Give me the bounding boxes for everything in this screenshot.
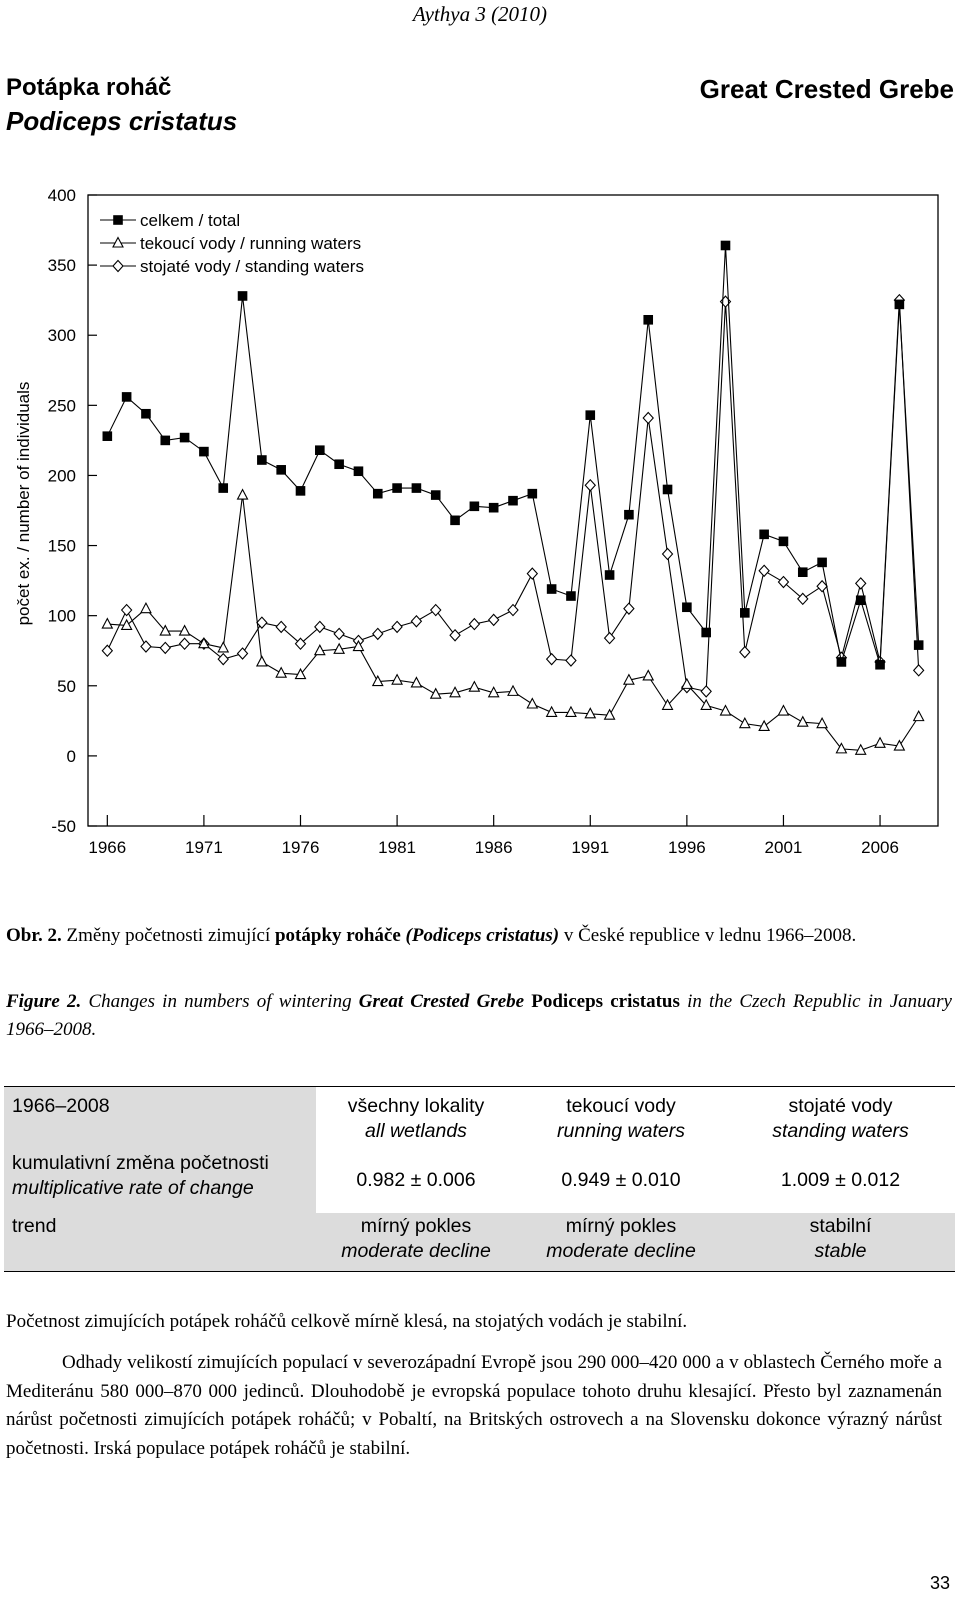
page-number: 33 [929, 1573, 950, 1593]
data-point-square [721, 241, 731, 251]
trend-table [4, 1086, 955, 1272]
y-tick-label: 400 [47, 186, 76, 205]
data-point-diamond [663, 548, 673, 559]
data-point-square [276, 465, 286, 475]
trend-all-en: moderate decline [341, 1240, 491, 1262]
data-point-square [218, 483, 228, 493]
data-point-triangle [547, 707, 557, 717]
data-point-square [663, 485, 673, 495]
data-point-square [740, 608, 750, 618]
data-point-square [817, 558, 827, 568]
y-tick-label: 200 [47, 466, 76, 486]
population-chart [0, 178, 960, 878]
x-tick-label: 1996 [667, 838, 706, 857]
data-point-square [122, 392, 132, 402]
trend-standing-cz: stabilní [809, 1215, 872, 1237]
caption-cz-label: Obr. 2. [6, 925, 62, 946]
data-point-triangle [392, 675, 402, 685]
data-point-square [759, 530, 769, 540]
data-point-diamond [296, 638, 306, 649]
col-all-cz: všechny lokality [347, 1095, 485, 1117]
data-point-diamond [238, 648, 248, 659]
plot-frame [88, 195, 938, 826]
data-point-square [856, 595, 866, 605]
trend-running-cz: mírný pokles [565, 1215, 677, 1237]
data-point-square [412, 483, 422, 493]
caption-en-label: Figure 2. [6, 991, 82, 1012]
data-point-square [914, 640, 924, 650]
data-point-diamond [701, 686, 711, 697]
series-line-triangle [107, 495, 918, 750]
data-point-diamond [218, 654, 228, 665]
table-rate-row [4, 1147, 955, 1213]
data-point-square [643, 315, 653, 325]
data-point-triangle [102, 619, 112, 629]
data-point-square [315, 445, 325, 455]
trend-all [316, 1213, 516, 1271]
data-point-square [701, 628, 711, 638]
table-period: 1966–2008 [4, 1087, 316, 1147]
data-point-triangle [914, 711, 924, 721]
data-point-square [566, 591, 576, 601]
legend-label: tekoucí vody / running waters [140, 234, 362, 253]
data-point-triangle [643, 670, 653, 680]
col-all-en: all wetlands [365, 1120, 467, 1142]
trend-standing [726, 1213, 955, 1271]
data-point-diamond [276, 621, 286, 632]
caption-cz-text-1: Změny početnosti zimující [66, 925, 271, 946]
data-point-diamond [778, 577, 788, 588]
data-point-square [875, 660, 885, 670]
y-tick-label: 50 [57, 676, 76, 696]
data-point-diamond [489, 614, 499, 625]
y-tick-label: 0 [66, 746, 76, 766]
x-tick-label: 1966 [88, 838, 127, 857]
data-point-square [431, 490, 441, 500]
caption-en-text-1: Changes in numbers of wintering [88, 991, 352, 1012]
series-line-diamond [107, 300, 918, 691]
data-point-square [585, 410, 595, 420]
data-point-square [296, 486, 306, 496]
data-point-square [547, 584, 557, 594]
species-latin-name: Podiceps cristatus [6, 106, 238, 136]
col-standing-en: standing waters [772, 1120, 909, 1142]
caption-cz-text-2: v České republice v lednu 1966–2008. [563, 925, 857, 946]
data-point-triangle [527, 699, 537, 709]
data-point-diamond [547, 654, 557, 665]
data-point-diamond [914, 665, 924, 676]
data-point-diamond [180, 638, 190, 649]
data-point-square [508, 496, 518, 506]
table-col-all [316, 1087, 516, 1147]
data-point-diamond [798, 593, 808, 604]
legend-marker-triangle [113, 238, 123, 248]
data-point-diamond [334, 628, 344, 639]
col-running-cz: tekoucí vody [566, 1095, 676, 1117]
data-point-triangle [798, 717, 808, 727]
data-point-triangle [469, 682, 479, 692]
y-tick-label: 150 [47, 536, 76, 556]
data-point-diamond [373, 628, 383, 639]
data-point-diamond [527, 568, 537, 579]
table-header-row [4, 1087, 955, 1147]
data-point-square [624, 510, 634, 520]
y-tick-label: 300 [47, 326, 76, 346]
data-point-triangle [778, 706, 788, 716]
data-point-diamond [122, 605, 132, 616]
rate-all: 0.982 ± 0.006 [356, 1168, 476, 1191]
trend-label: trend [4, 1213, 316, 1271]
summary-sentence: Početnost zimujících potápek roháčů celkově mírně klesá, na stojatých vodách je stabilní. [6, 1311, 688, 1332]
legend-label: stojaté vody / standing waters [140, 257, 364, 276]
data-point-square [238, 291, 248, 301]
data-point-diamond [624, 603, 634, 614]
trend-running-en: moderate decline [546, 1240, 696, 1262]
y-axis-label: počet ex. / number of individuals [14, 381, 33, 626]
data-point-diamond [585, 480, 595, 491]
y-tick-label: -50 [51, 817, 76, 836]
species-english-name: Great Crested Grebe [699, 74, 954, 104]
data-point-diamond [141, 641, 151, 652]
x-tick-label: 2001 [764, 838, 803, 857]
data-point-square [528, 489, 538, 499]
data-point-square [257, 455, 267, 465]
data-point-diamond [469, 619, 479, 630]
rate-label-cz: kumulativní změna početnosti [12, 1152, 269, 1174]
data-point-square [334, 459, 344, 469]
data-point-square [682, 602, 692, 612]
col-running-en: running waters [557, 1120, 685, 1142]
y-tick-label: 350 [47, 256, 76, 276]
data-point-diamond [740, 647, 750, 658]
data-point-diamond [508, 605, 518, 616]
data-point-square [470, 501, 480, 511]
data-point-square [837, 657, 847, 667]
species-czech-name: Potápka roháč [6, 74, 172, 101]
legend-marker-diamond [113, 261, 123, 272]
y-tick-label: 250 [47, 396, 76, 416]
data-point-diamond [392, 621, 402, 632]
col-standing-cz: stojaté vody [788, 1095, 893, 1117]
caption-cz-latin: (Podiceps cristatus) [405, 925, 560, 946]
data-point-triangle [875, 738, 885, 748]
legend-marker-square [113, 215, 123, 225]
x-tick-label: 1976 [281, 838, 320, 857]
caption-en-bold: Great Crested Grebe [358, 991, 525, 1012]
data-point-triangle [682, 679, 692, 689]
body-paragraph: Odhady velikostí zimujících populací v severozápadní Evropě jsou 290 000–420 000 a v oblastech Černého moře a Mediteránu 580 000–870 000 jedinců. Dlouhodobě je evropská populace tohoto druhu klesající. Přesto byl zaznamenán nárůst početnosti zimujících potápek roháčů; v Pobaltí, na Britských ostrovech a na Slovensku dokonce výrazný nárůst početnosti. Irská populace potápek roháčů je stabilní. [6, 1352, 942, 1459]
data-point-triangle [740, 718, 750, 728]
table-trend-row [4, 1213, 955, 1271]
x-tick-label: 1991 [571, 838, 610, 857]
data-point-triangle [276, 668, 286, 678]
table-col-running [516, 1087, 726, 1147]
data-point-triangle [508, 686, 518, 696]
data-point-diamond [856, 578, 866, 589]
data-point-diamond [605, 633, 615, 644]
data-point-triangle [257, 656, 267, 666]
table-col-standing [726, 1087, 955, 1147]
x-tick-label: 1986 [474, 838, 513, 857]
caption-en-text-2: in the Czech Republic in January 1966–2008. [6, 991, 952, 1040]
data-point-diamond [411, 616, 421, 627]
figure-caption-english [6, 988, 952, 1044]
trend-running [516, 1213, 726, 1271]
data-point-square [180, 433, 190, 443]
rate-label [4, 1147, 316, 1213]
data-point-triangle [180, 626, 190, 636]
data-point-diamond [102, 645, 112, 656]
data-point-square [373, 489, 383, 499]
data-point-diamond [643, 412, 653, 423]
data-point-diamond [160, 642, 170, 653]
data-point-square [103, 431, 113, 441]
y-tick-label: 100 [47, 606, 76, 626]
trend-standing-en: stable [814, 1240, 867, 1262]
data-point-triangle [566, 707, 576, 717]
figure-caption-czech [6, 922, 952, 950]
data-point-square [160, 436, 170, 446]
data-point-diamond [257, 617, 267, 628]
rate-standing: 1.009 ± 0.012 [780, 1168, 901, 1191]
data-point-square [779, 537, 789, 547]
data-point-square [895, 300, 905, 310]
data-point-diamond [315, 621, 325, 632]
data-point-square [392, 483, 402, 493]
caption-en-latin: Podiceps cristatus [531, 991, 680, 1012]
data-point-square [489, 503, 499, 513]
x-tick-label: 2006 [861, 838, 899, 857]
rate-running: 0.949 ± 0.010 [561, 1168, 681, 1191]
legend-label: celkem / total [140, 211, 241, 230]
x-tick-label: 1981 [378, 838, 417, 857]
x-tick-label: 1971 [184, 838, 223, 857]
data-point-square [199, 447, 209, 457]
data-point-triangle [238, 490, 248, 500]
data-point-diamond [566, 655, 576, 666]
caption-cz-bold: potápky roháče [274, 925, 401, 946]
data-point-square [605, 570, 615, 580]
data-point-square [798, 567, 808, 577]
data-point-square [450, 516, 460, 526]
journal-header: Aythya 3 (2010) [412, 2, 548, 26]
trend-all-cz: mírný pokles [360, 1215, 472, 1237]
data-point-square [354, 466, 364, 476]
data-point-triangle [141, 603, 151, 613]
rate-label-en: multiplicative rate of change [12, 1177, 254, 1199]
data-point-diamond [759, 565, 769, 576]
data-point-square [141, 409, 151, 419]
